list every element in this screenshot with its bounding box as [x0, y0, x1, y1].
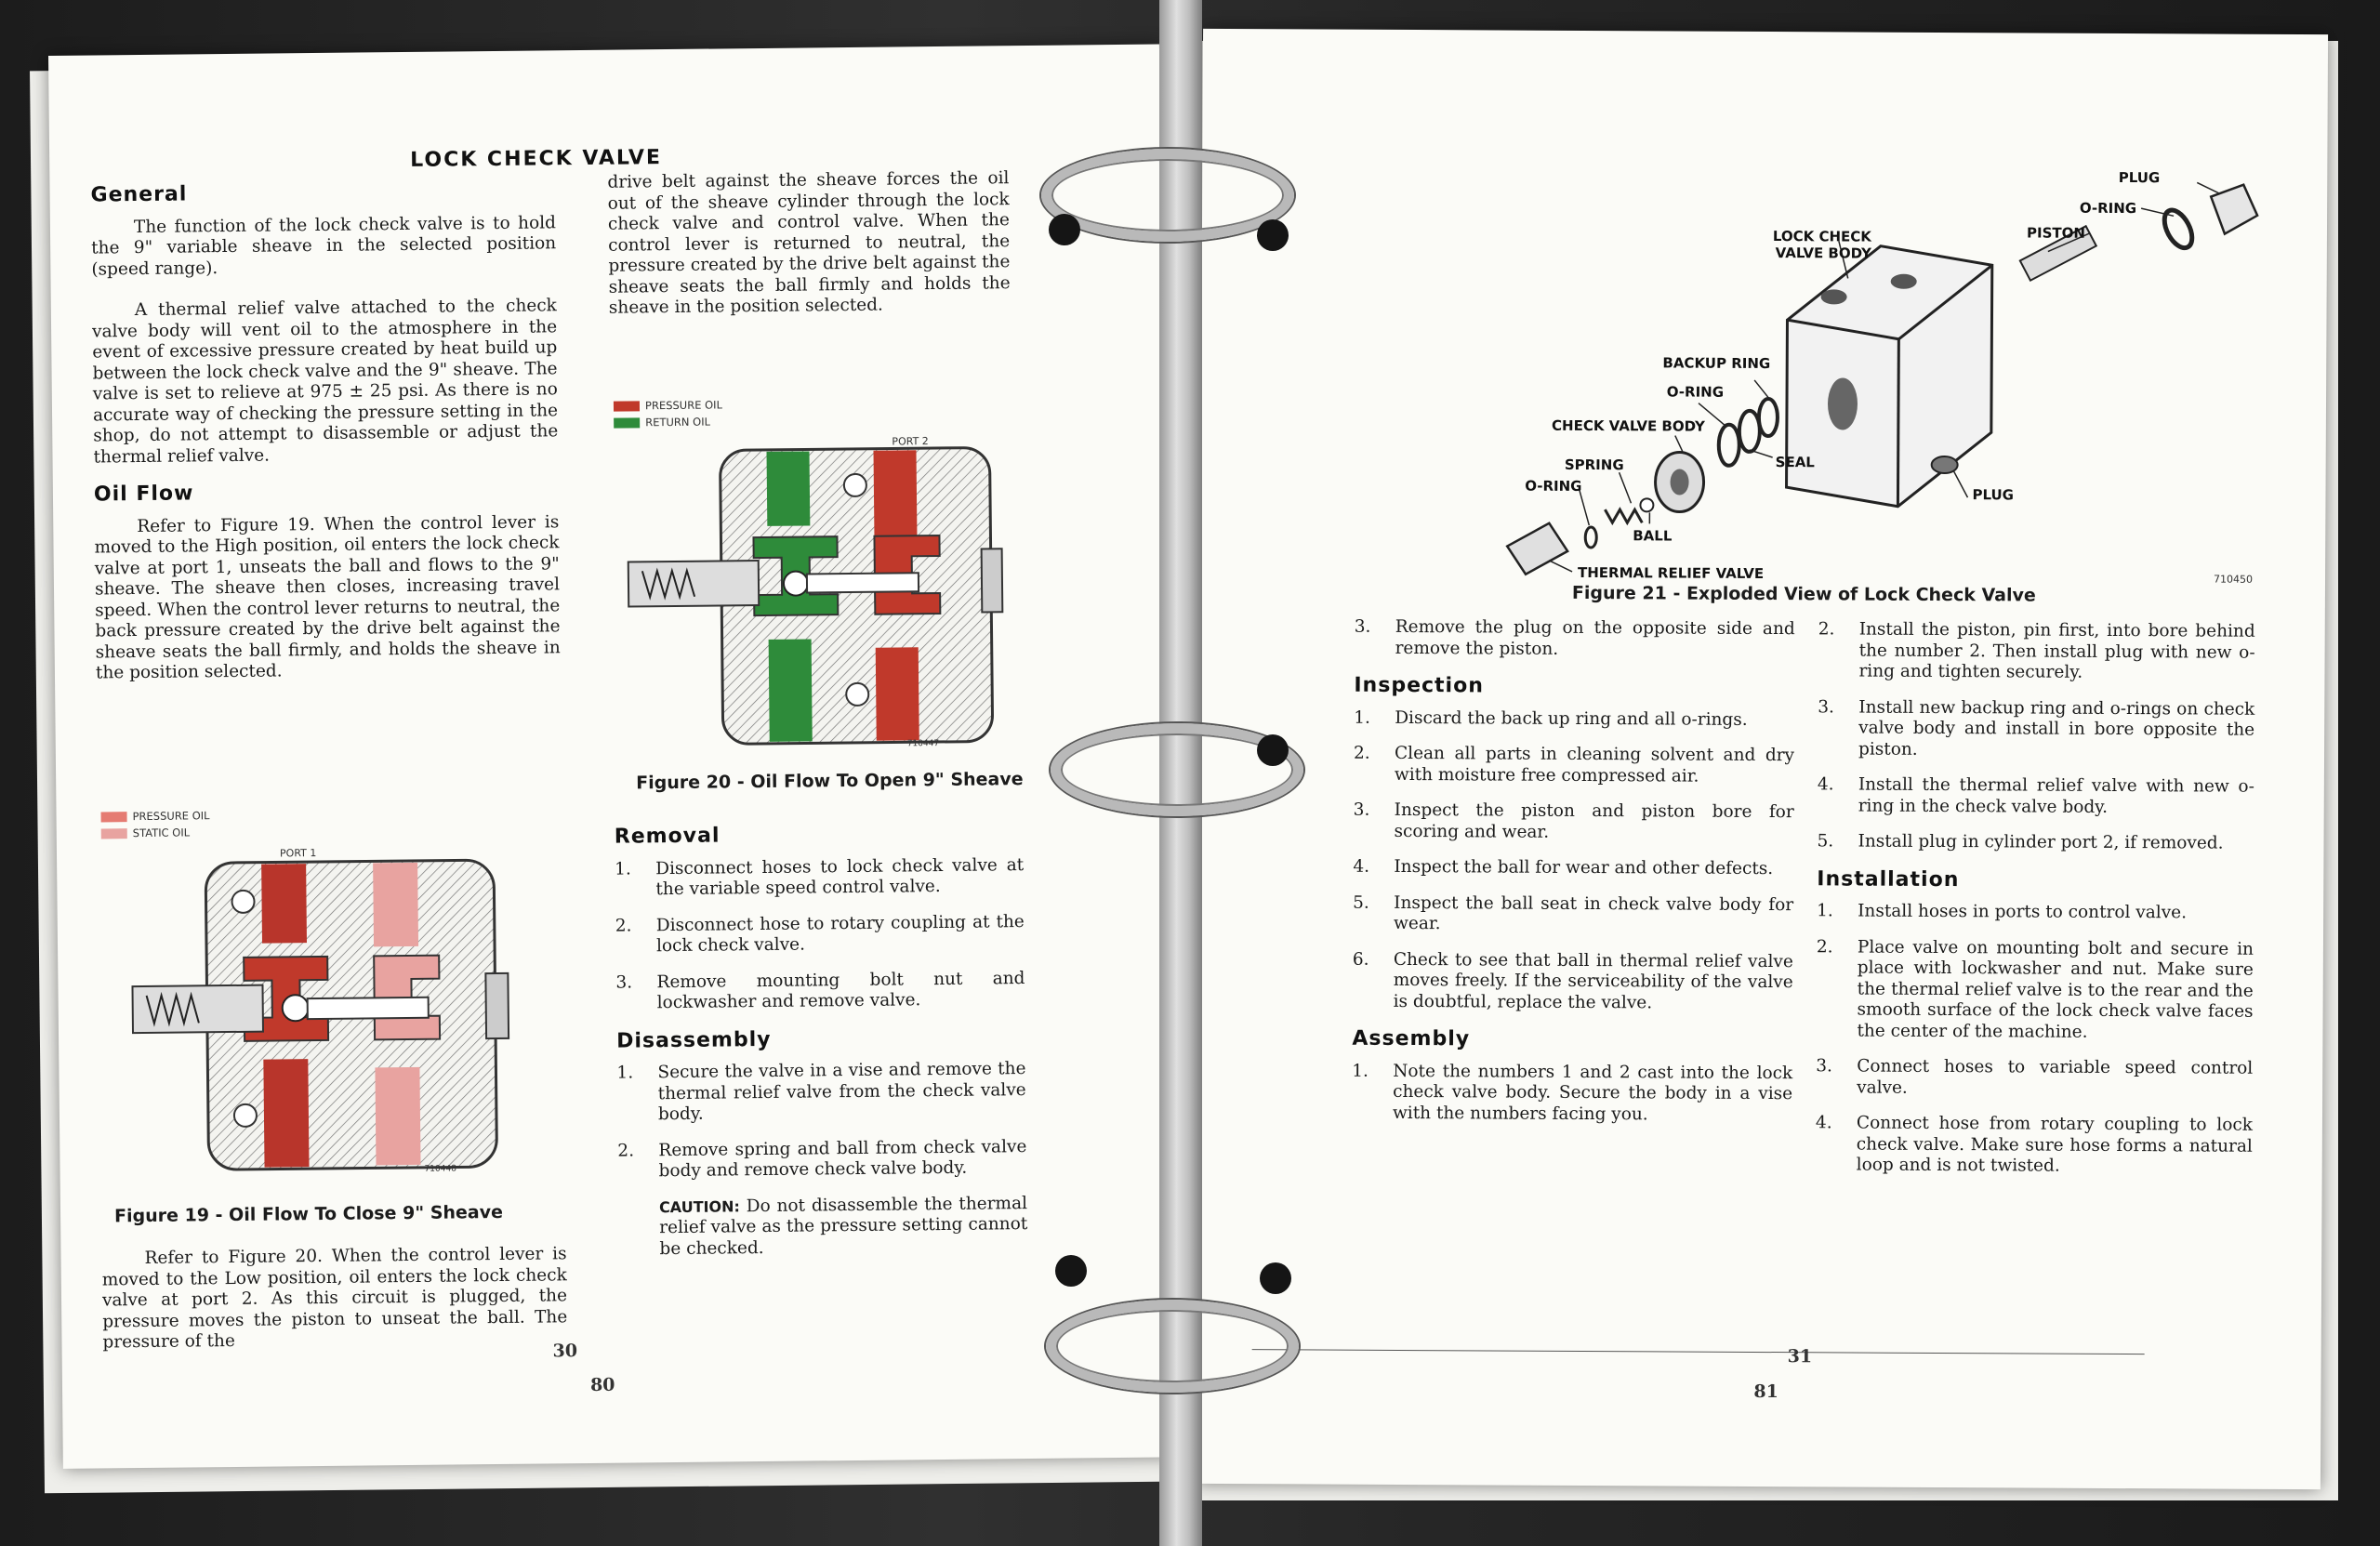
- heading-installation: Installation: [1817, 866, 1960, 892]
- label-plug-top: PLUG: [2118, 169, 2161, 187]
- list-item: 1. Discard the back up ring and all o-rings.: [1354, 707, 1748, 730]
- list-item: 3. Remove the plug on the opposite side and remove the piston.: [1354, 616, 1795, 659]
- label-o-ring-low: O-RING: [1525, 477, 1582, 495]
- punch-hole: [1260, 1262, 1291, 1294]
- figure-19-diagram: [94, 843, 535, 1183]
- o-ring-top: [2159, 205, 2198, 252]
- list-item: 2. Remove spring and ball from check valve body and remove check valve body.: [617, 1136, 1027, 1182]
- list-item: 4. Inspect the ball for wear and other defects.: [1353, 856, 1774, 879]
- list-item: 4. Install the thermal relief valve with new o-ring in the check valve body.: [1817, 774, 2254, 817]
- figure-21-caption: Figure 21 - Exploded View of Lock Check Valve: [1571, 582, 2036, 606]
- list-item: 1. Disconnect hoses to lock check valve at the variable speed control valve.: [615, 854, 1025, 900]
- lock-check-valve-body: [1786, 245, 1991, 507]
- heading-general: General: [90, 182, 188, 207]
- legend-pressure-oil-20: PRESSURE OIL: [644, 398, 723, 413]
- fig20-port-label: PORT 2: [892, 435, 929, 448]
- binder-ring-bottom: [1046, 1300, 1299, 1393]
- general-paragraph-2: A thermal relief valve attached to the check valve body will vent oil to the atmosphere in the event of excessive pressure created by heat build up between the lock check valve and the 9" sheave. The valve is set to relieve at 975 ± 25 psi. As there is no accurate way of checking the pressure setting in the shop, do not attempt to disassemble or adjust the thermal relief valve.: [91, 296, 559, 468]
- list-item: 1. Note the numbers 1 and 2 cast into the lock check valve body. Secure the body in a vise with the numbers facing you.: [1352, 1061, 1793, 1124]
- list-item: 5. Install plug in cylinder port 2, if removed.: [1817, 831, 2224, 853]
- list-item: 3. Inspect the piston and piston bore for scoring and wear.: [1353, 799, 1794, 842]
- page-number-outer: 80: [589, 1374, 615, 1395]
- port2-lower: [375, 1067, 420, 1165]
- general-paragraph-1: The function of the lock check valve is to hold the 9" variable sheave in the selected position (speed range).: [91, 212, 557, 280]
- heading-disassembly: Disassembly: [615, 1027, 772, 1053]
- list-item: 2. Install the piston, pin first, into bore behind the number 2. Then install plug with new o-ring and tighten securely.: [1818, 619, 2255, 682]
- fig19-port-label: PORT 1: [279, 847, 317, 860]
- thermal-relief-fitting: [132, 985, 263, 1033]
- list-item: 2. Disconnect hose to rotary coupling at the lock check valve.: [615, 911, 1025, 957]
- list-item: 2. Clean all parts in cleaning solvent and dry with moisture free compressed air.: [1353, 743, 1795, 786]
- spring-part: [1605, 509, 1642, 522]
- removal-continued-list: [1355, 617, 1795, 661]
- label-ball: BALL: [1633, 527, 1673, 545]
- section-title: LOCK CHECK VALVE: [410, 146, 663, 172]
- disassembly-list: [616, 1059, 1026, 1183]
- heading-removal: Removal: [614, 824, 721, 849]
- page-number-outer-right: 81: [1753, 1381, 1778, 1403]
- list-item: 3. Remove mounting bolt nut and lockwasher and remove valve.: [615, 968, 1025, 1013]
- piston: [308, 998, 429, 1019]
- left-column-1: [90, 180, 561, 697]
- figure-21-exploded-view: [1433, 123, 2254, 586]
- left-column-2-procedures: [615, 806, 1028, 1274]
- label-o-ring-top: O-RING: [2079, 199, 2137, 218]
- plug-bottom: [1932, 456, 1958, 473]
- caution-note: [618, 1194, 1028, 1261]
- column2-paragraph-1: drive belt against the sheave forces the oil out of the sheave cylinder through the lock check valve and control valve. When the control lever is returned to neutral, the pressure created by the drive belt against the sheave seats the ball firmly and holds the sheave in the position selected.: [607, 168, 1011, 318]
- figure-20-diagram: [608, 432, 1021, 753]
- thermal-relief-valve-part: [1507, 523, 1567, 575]
- oil-flow-paragraph-1: Refer to Figure 19. When the control lever is moved to the High position, oil enters the lock check valve at port 1, unseats the ball and flows to the 9" sheave. The sheave then closes, increasing travel speed. When the control lever returns to neutral, the back pressure created by the drive belt against the sheave seats the ball firmly, and holds the sheave in the position selected.: [94, 511, 561, 683]
- punch-hole: [1257, 734, 1289, 766]
- page-number-inner-right: 31: [1787, 1346, 1813, 1368]
- label-backup-ring: BACKUP RING: [1662, 354, 1771, 373]
- punch-hole: [1055, 1255, 1087, 1287]
- legend-return-oil: RETURN OIL: [645, 415, 711, 429]
- port1-channel: [261, 864, 307, 943]
- list-item: 2. Place valve on mounting bolt and secure in place with lockwasher and nut. Make sure the thermal relief valve is to the rear and the smooth surface of the lock check valve faces the center of the machine.: [1816, 936, 2254, 1042]
- ball: [283, 995, 309, 1021]
- left-column-2: [607, 168, 1011, 332]
- assembly-list-1: [1352, 1061, 1792, 1126]
- ball-part: [1640, 498, 1653, 511]
- label-o-ring-mid: O-RING: [1666, 383, 1725, 401]
- heading-assembly: Assembly: [1352, 1026, 1471, 1051]
- label-piston: PISTON: [2026, 224, 2086, 242]
- footer-rule: [1252, 1349, 2145, 1354]
- list-item: 1. Install hoses in ports to control valve.: [1817, 901, 2188, 923]
- list-item: 4. Connect hose from rotary coupling to lock check valve. Make sure hose forms a natural loop and is not twisted.: [1815, 1113, 2254, 1176]
- fig21-code: 710450: [2213, 573, 2254, 586]
- label-spring: SPRING: [1564, 456, 1624, 474]
- right-column-1: [1352, 617, 1795, 1141]
- page-number-inner: 30: [552, 1341, 578, 1362]
- left-column-1-bottom: [101, 1244, 567, 1367]
- removal-list: [615, 855, 1025, 1015]
- label-lock-check-2: VALVE BODY: [1775, 244, 1871, 262]
- installation-list: [1816, 901, 2254, 1178]
- list-item: 3. Connect hoses to variable speed control valve.: [1816, 1056, 2254, 1098]
- fig20-legend: [614, 398, 722, 432]
- list-item: 6. Check to see that ball in thermal relief valve moves freely. If the serviceability of the valve is doubtful, replace the valve.: [1352, 949, 1793, 1012]
- label-plug-bottom: PLUG: [1972, 486, 2015, 504]
- fig19-legend: [101, 809, 210, 843]
- figure-20-caption: Figure 20 - Oil Flow To Open 9" Sheave: [636, 769, 1024, 794]
- list-item: 5. Inspect the ball seat in check valve body for wear.: [1353, 892, 1794, 934]
- list-item: 1. Secure the valve in a vise and remove the thermal relief valve from the check valve body.: [616, 1059, 1026, 1125]
- punch-hole: [1049, 214, 1080, 245]
- heading-inspection: Inspection: [1354, 673, 1484, 698]
- right-page: [1196, 29, 2328, 1489]
- backup-ring: [1759, 399, 1778, 436]
- lower-channel: [263, 1059, 309, 1167]
- label-thermal-relief: THERMAL RELIEF VALVE: [1578, 563, 1765, 583]
- list-item: 3. Install new backup ring and o-rings on check valve body and install in bore opposite the piston.: [1818, 696, 2255, 760]
- inspection-list: [1353, 707, 1795, 1014]
- right-column-2: [1816, 619, 2255, 1193]
- assembly-list-2: [1817, 619, 2254, 854]
- punch-hole: [1257, 219, 1289, 251]
- label-seal: SEAL: [1775, 454, 1815, 471]
- oil-flow-paragraph-2: Refer to Figure 20. When the control lever is moved to the Low position, oil enters the lock check valve at port 2. As this circuit is plugged, the pressure moves the piston to unseat the ball. The pressure of the: [101, 1244, 568, 1353]
- left-page: [48, 44, 1174, 1468]
- label-check-valve-body: CHECK VALVE BODY: [1551, 416, 1705, 435]
- legend-static-oil: STATIC OIL: [132, 826, 191, 840]
- label-lock-check-1: LOCK CHECK: [1772, 228, 1871, 245]
- legend-pressure-oil: PRESSURE OIL: [132, 809, 210, 824]
- seal: [1739, 411, 1760, 452]
- o-ring-mid: [1719, 425, 1739, 466]
- figure-19-caption: Figure 19 - Oil Flow To Close 9" Sheave: [113, 1201, 504, 1227]
- fig19-code: 710448: [424, 1164, 456, 1174]
- port2-channel: [373, 863, 418, 946]
- caution-label: CAUTION:: [658, 1196, 740, 1216]
- fig20-code: 710447: [906, 739, 940, 749]
- heading-oil-flow: Oil Flow: [93, 482, 194, 507]
- caution-text: Do not disassemble the thermal relief valve as the pressure setting cannot be checked.: [659, 1193, 1028, 1259]
